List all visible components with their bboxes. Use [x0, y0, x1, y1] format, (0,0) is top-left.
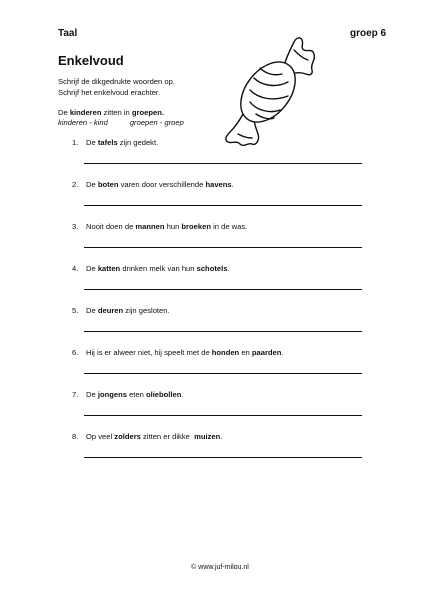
- item-number: 8.: [72, 432, 79, 441]
- answer-line[interactable]: [84, 247, 362, 248]
- bold-word: paarden: [251, 348, 282, 357]
- example-sentence: [58, 108, 184, 118]
- bold-word: honden: [211, 348, 240, 357]
- sentence-text: .: [231, 180, 234, 189]
- subject-label: Taal: [58, 28, 78, 39]
- answer-line[interactable]: [84, 331, 362, 332]
- bold-word: schotels: [196, 264, 228, 273]
- answer-line[interactable]: [84, 415, 362, 416]
- answer-line[interactable]: [84, 205, 362, 206]
- sentence-text: De: [86, 306, 98, 315]
- exercise-item: [72, 180, 372, 222]
- sentence-text: De: [86, 264, 98, 273]
- bold-word: boten: [97, 180, 119, 189]
- exercise-item: [72, 348, 372, 390]
- instructions: [58, 76, 175, 98]
- sentence-text: .: [181, 390, 184, 399]
- bold-word: broeken: [181, 222, 211, 231]
- exercise-item: [72, 306, 372, 348]
- example-answers: [58, 118, 184, 128]
- exercise-item: [72, 264, 372, 306]
- example-text: zitten in: [101, 108, 132, 117]
- bold-word: tafels: [97, 138, 118, 147]
- sentence-text: drinken melk van hun: [120, 264, 197, 273]
- sentence-text: De: [86, 180, 98, 189]
- item-sentence: [86, 432, 222, 441]
- exercise-item: [72, 222, 372, 264]
- sentence-text: hun: [164, 222, 182, 231]
- sentence-text: eten: [126, 390, 146, 399]
- candy-icon: [214, 30, 318, 148]
- item-sentence: [86, 222, 247, 231]
- instruction-line-1: Schrijf de dikgedrukte woorden op.: [58, 77, 175, 86]
- answer-line[interactable]: [84, 163, 362, 164]
- sentence-text: in de was.: [210, 222, 248, 231]
- bold-word: jongens: [97, 390, 127, 399]
- item-sentence: [86, 180, 234, 189]
- bold-word: havens: [205, 180, 232, 189]
- exercise-item: [72, 138, 372, 180]
- copyright-footer: © www.juf-milou.nl: [191, 564, 249, 571]
- sentence-text: .: [220, 432, 223, 441]
- item-sentence: [86, 306, 170, 315]
- exercise-item: [72, 390, 372, 432]
- exercise-item: [72, 432, 372, 474]
- item-sentence: [86, 348, 284, 357]
- example-bold-word: groepen.: [131, 108, 164, 117]
- bold-word: zolders: [114, 432, 141, 441]
- sentence-text: .: [227, 264, 230, 273]
- sentence-text: en: [239, 348, 252, 357]
- example-answer-1: kinderen - kind: [58, 118, 108, 127]
- sentence-text: Op veel: [86, 432, 115, 441]
- sentence-text: De: [86, 138, 98, 147]
- item-number: 4.: [72, 264, 79, 273]
- bold-word: muizen: [194, 432, 221, 441]
- item-sentence: [86, 264, 230, 273]
- page-title: Enkelvoud: [58, 53, 124, 68]
- item-number: 6.: [72, 348, 79, 357]
- answer-line[interactable]: [84, 289, 362, 290]
- example-text: De: [58, 108, 70, 117]
- bold-word: mannen: [135, 222, 165, 231]
- sentence-text: .: [281, 348, 284, 357]
- item-number: 5.: [72, 306, 79, 315]
- sentence-text: Hij is er alweer niet, hij speelt met de: [86, 348, 212, 357]
- sentence-text: zijn gesloten.: [123, 306, 170, 315]
- answer-line[interactable]: [84, 457, 362, 458]
- item-number: 3.: [72, 222, 79, 231]
- answer-line[interactable]: [84, 373, 362, 374]
- item-sentence: [86, 390, 184, 399]
- item-number: 7.: [72, 390, 79, 399]
- bold-word: oliebollen: [145, 390, 182, 399]
- item-number: 1.: [72, 138, 79, 147]
- item-number: 2.: [72, 180, 79, 189]
- example-answer-2: groepen - groep: [129, 118, 184, 127]
- sentence-text: Nooit doen de: [86, 222, 136, 231]
- sentence-text: zijn gedekt.: [117, 138, 159, 147]
- example: [58, 108, 184, 128]
- sentence-text: zitten er dikke: [140, 432, 195, 441]
- sentence-text: De: [86, 390, 98, 399]
- bold-word: katten: [97, 264, 121, 273]
- sentence-text: varen door verschillende: [118, 180, 206, 189]
- example-bold-word: kinderen: [69, 108, 102, 117]
- item-sentence: [86, 138, 158, 147]
- instruction-line-2: Schrijf het enkelvoud erachter.: [58, 88, 161, 97]
- exercise-list: [72, 138, 372, 474]
- bold-word: deuren: [97, 306, 124, 315]
- grade-label: groep 6: [350, 28, 387, 39]
